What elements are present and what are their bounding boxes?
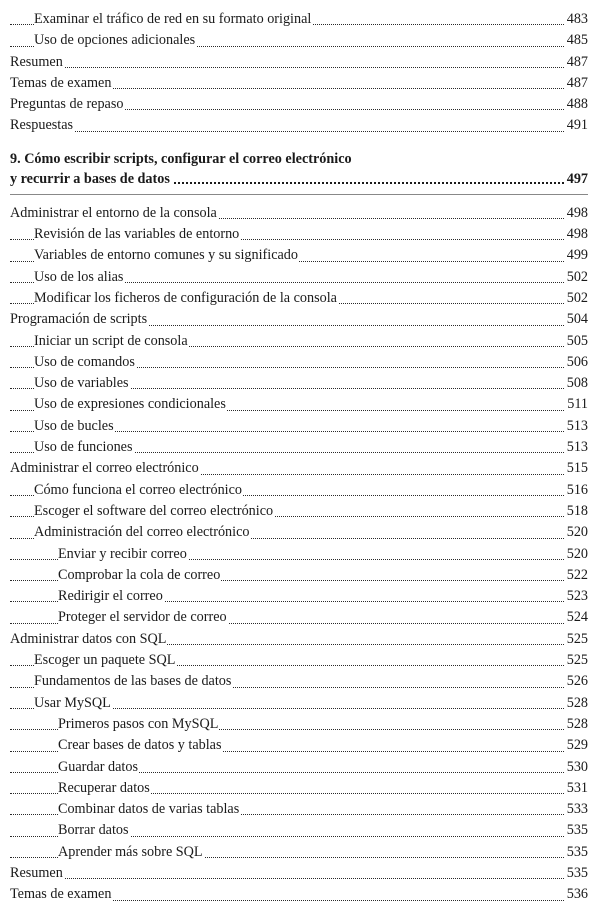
toc-entry xyxy=(10,437,588,458)
toc-entry-page: 535 xyxy=(565,863,588,884)
toc-entry-page: 487 xyxy=(565,73,588,94)
toc-entry-title: Recuperar datos xyxy=(58,779,150,796)
toc-entry-title: Uso de comandos xyxy=(34,353,135,370)
toc-entry-page: 506 xyxy=(565,352,588,373)
toc-entry-page: 491 xyxy=(565,115,588,136)
toc-entry xyxy=(10,267,588,288)
toc-entry-title: Revisión de las variables de entorno xyxy=(34,226,240,243)
toc-entry-page: 528 xyxy=(565,693,588,714)
toc-entry xyxy=(10,714,588,735)
toc-entry xyxy=(10,863,588,884)
toc-entry-title: Escoger un paquete SQL xyxy=(34,652,176,669)
toc-entry xyxy=(10,693,588,714)
chapter-page-number: 497 xyxy=(566,170,588,187)
toc-entry-page: 520 xyxy=(565,544,588,565)
toc-entry-page: 530 xyxy=(565,757,588,778)
toc-entry-title: Uso de los alias xyxy=(34,268,124,285)
toc-entry-title: Uso de variables xyxy=(34,375,129,392)
toc-entry xyxy=(10,458,588,479)
toc-entry xyxy=(10,73,588,94)
toc-entry xyxy=(10,544,588,565)
toc-entry-title: Iniciar un script de consola xyxy=(34,332,188,349)
toc-entry-page: 524 xyxy=(565,607,588,628)
toc-entry-page: 535 xyxy=(565,842,588,863)
toc-entry xyxy=(10,757,588,778)
toc-entry-page: 508 xyxy=(565,373,588,394)
toc-entry-title: Cómo funciona el correo electrónico xyxy=(34,481,242,498)
toc-entry-title: Preguntas de repaso xyxy=(10,96,124,113)
toc-entry-title: Administrar el entorno de la consola xyxy=(10,204,217,221)
toc-entry-title: Combinar datos de varias tablas xyxy=(58,801,240,818)
toc-entry xyxy=(10,94,588,115)
toc-entry-page: 525 xyxy=(565,629,588,650)
toc-entry-title: Fundamentos de las bases de datos xyxy=(34,673,232,690)
toc-entry xyxy=(10,501,588,522)
toc-entry-title: Administrar datos con SQL xyxy=(10,630,167,647)
toc-entry-page: 529 xyxy=(565,735,588,756)
toc-entry xyxy=(10,416,588,437)
toc-entry-title: Enviar y recibir correo xyxy=(58,545,187,562)
dot-leader xyxy=(10,67,588,68)
toc-entry-title: Escoger el software del correo electrónico xyxy=(34,502,274,519)
toc-entry xyxy=(10,309,588,330)
toc-entry-page: 531 xyxy=(565,778,588,799)
toc-entry xyxy=(10,607,588,628)
toc-entry-page: 505 xyxy=(565,331,588,352)
toc-entry-page: 502 xyxy=(565,288,588,309)
chapter-heading xyxy=(10,149,588,190)
toc-entry-title: Uso de expresiones condicionales xyxy=(34,396,226,413)
toc-chapter-entries xyxy=(10,203,588,906)
toc-entry xyxy=(10,586,588,607)
toc-entry xyxy=(10,778,588,799)
toc-entry-page: 536 xyxy=(565,884,588,905)
toc-entry-title: Comprobar la cola de correo xyxy=(58,566,221,583)
toc-entry-page: 502 xyxy=(565,267,588,288)
toc-entry xyxy=(10,799,588,820)
toc-entry-title: Primeros pasos con MySQL xyxy=(58,715,219,732)
toc-entry-page: 535 xyxy=(565,820,588,841)
toc-entry xyxy=(10,30,588,51)
toc-entry-page: 533 xyxy=(565,799,588,820)
toc-entry xyxy=(10,203,588,224)
toc-entry-title: Variables de entorno comunes y su significado xyxy=(34,247,298,264)
toc-entry-page: 528 xyxy=(565,714,588,735)
chapter-title-line-1: 9. Cómo escribir scripts, configurar el correo electrónico xyxy=(10,150,352,167)
toc-entry xyxy=(10,820,588,841)
toc-entry-page: 488 xyxy=(565,94,588,115)
toc-entry-page: 498 xyxy=(565,224,588,245)
toc-entry-title: Usar MySQL xyxy=(34,694,111,711)
toc-entry-page: 511 xyxy=(565,394,588,415)
toc-entry xyxy=(10,735,588,756)
toc-entry-title: Respuestas xyxy=(10,117,74,134)
toc-entry-page: 485 xyxy=(565,30,588,51)
toc-entry xyxy=(10,115,588,136)
toc-entry xyxy=(10,650,588,671)
toc-entry-page: 522 xyxy=(565,565,588,586)
toc-entry-title: Temas de examen xyxy=(10,74,112,91)
toc-entry-title: Modificar los ficheros de configuración de la consola xyxy=(34,289,337,306)
toc-entry-page: 520 xyxy=(565,522,588,543)
toc-entry-page: 526 xyxy=(565,671,588,692)
toc-previous-chapter-entries xyxy=(10,9,588,137)
toc-entry xyxy=(10,373,588,394)
toc-entry-page: 487 xyxy=(565,52,588,73)
toc-entry xyxy=(10,629,588,650)
toc-entry-title: Crear bases de datos y tablas xyxy=(58,737,222,754)
toc-entry xyxy=(10,9,588,30)
toc-entry xyxy=(10,565,588,586)
toc-entry xyxy=(10,224,588,245)
toc-entry xyxy=(10,394,588,415)
toc-entry-title: Administrar el correo electrónico xyxy=(10,460,199,477)
table-of-contents xyxy=(10,9,588,906)
chapter-title-text: y recurrir a bases de datos xyxy=(10,170,170,187)
toc-entry-title: Resumen xyxy=(10,53,63,70)
toc-entry xyxy=(10,288,588,309)
toc-entry xyxy=(10,671,588,692)
toc-entry-page: 483 xyxy=(565,9,588,30)
toc-entry xyxy=(10,331,588,352)
toc-entry-page: 498 xyxy=(565,203,588,224)
toc-entry-title: Temas de examen xyxy=(10,886,112,903)
dot-leader xyxy=(10,131,588,132)
toc-entry-page: 504 xyxy=(565,309,588,330)
toc-entry-page: 516 xyxy=(565,480,588,501)
toc-entry-title: Resumen xyxy=(10,864,63,881)
toc-entry-title: Uso de bucles xyxy=(34,417,114,434)
toc-entry xyxy=(10,480,588,501)
dot-leader xyxy=(10,878,588,879)
toc-entry-title: Guardar datos xyxy=(58,758,138,775)
toc-entry-page: 513 xyxy=(565,437,588,458)
toc-entry-title: Uso de opciones adicionales xyxy=(34,32,196,49)
toc-entry xyxy=(10,522,588,543)
toc-entry-page: 518 xyxy=(565,501,588,522)
toc-entry-title: Administración del correo electrónico xyxy=(34,524,250,541)
toc-entry xyxy=(10,884,588,905)
toc-entry-title: Borrar datos xyxy=(58,822,129,839)
toc-entry xyxy=(10,52,588,73)
toc-entry-page: 525 xyxy=(565,650,588,671)
toc-entry xyxy=(10,352,588,373)
toc-entry-title: Examinar el tráfico de red en su formato original xyxy=(34,11,312,27)
toc-entry xyxy=(10,842,588,863)
toc-entry-title: Programación de scripts xyxy=(10,311,148,328)
chapter-title-line-2 xyxy=(10,169,588,190)
toc-entry-page: 523 xyxy=(565,586,588,607)
toc-entry-title: Uso de funciones xyxy=(34,439,133,456)
toc-entry-page: 515 xyxy=(565,458,588,479)
toc-entry-page: 499 xyxy=(565,245,588,266)
toc-entry xyxy=(10,245,588,266)
toc-entry-page: 513 xyxy=(565,416,588,437)
toc-entry-title: Redirigir el correo xyxy=(58,588,163,605)
toc-entry-title: Proteger el servidor de correo xyxy=(58,609,227,626)
toc-entry-title: Aprender más sobre SQL xyxy=(58,843,203,860)
